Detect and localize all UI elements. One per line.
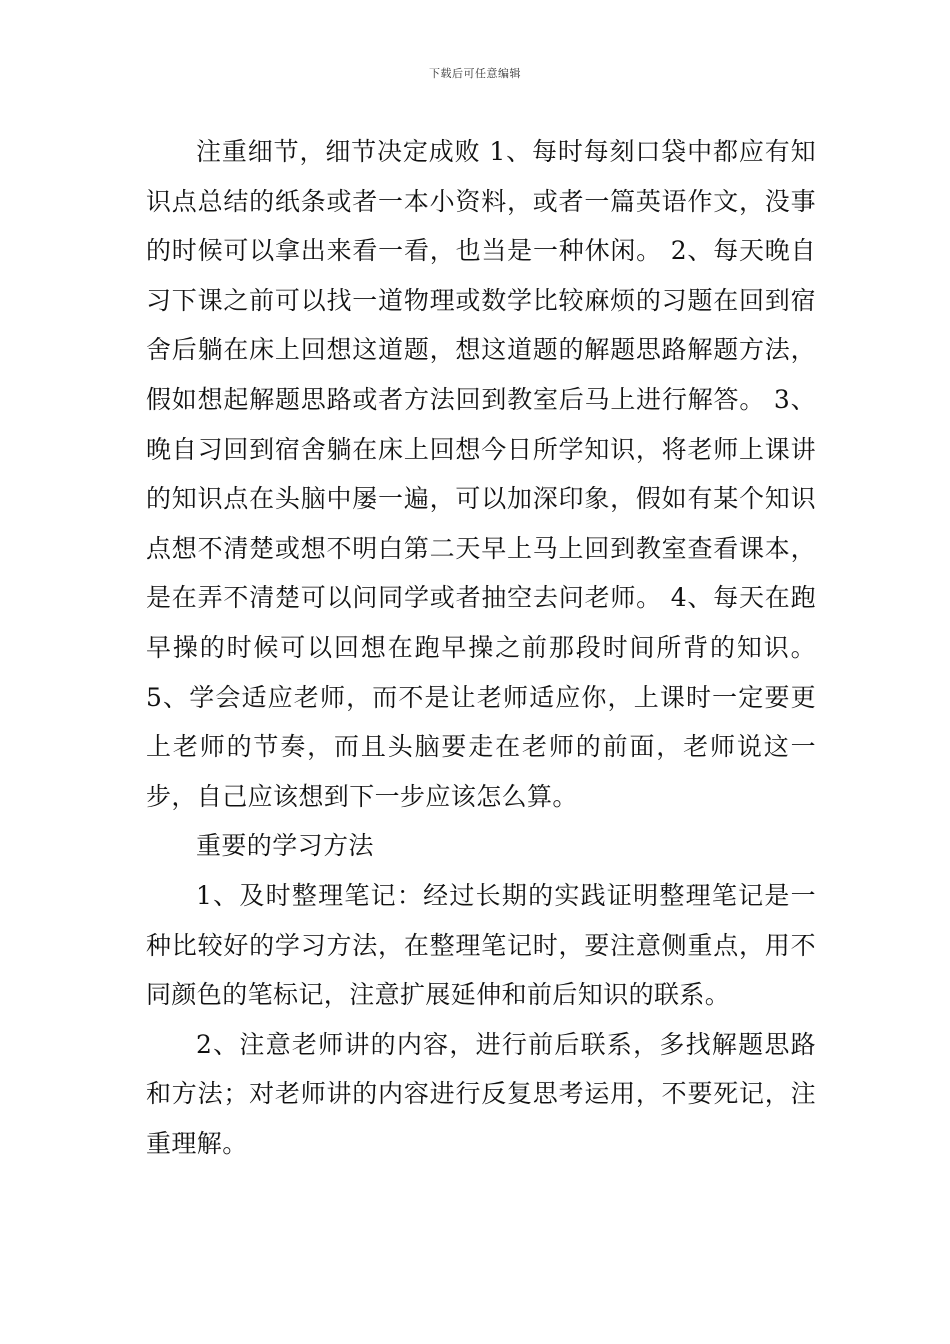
paragraph-organize-notes: 1、及时整理笔记：经过长期的实践证明整理笔记是一种比较好的学习方法，在整理笔记时，要注意侧重点，用不同颜色的笔标记，注意扩展延伸和前后知识的联系。 [146,880,816,1010]
section-heading-study-methods: 重要的学习方法 [196,831,374,861]
page-header: 下载后可任意编辑 [429,67,521,80]
document-body [146,127,816,1168]
paragraph-teacher-content: 2、注意老师讲的内容，进行前后联系，多找解题思路和方法；对老师讲的内容进行反复思考运用，不要死记，注重理解。 [146,1029,816,1158]
paragraph-study-details: 注重细节，细节决定成败 1、每时每刻口袋中都应有知识点总结的纸条或者一本小资料，或者一篇英语作文，没事的时候可以拿出来看一看，也当是一种休闲。 2、每天晚自习下课之前可以找一道物理或数学比较麻烦的习题在回到宿舍后躺在床上回想这道题，想这道题的解题思路解题方法，假如想起解题思路或者方法回到教室后马上进行解答。 3、晚自习回到宿舍躺在床上回想今日所学知识，将老师上课讲的知识点在头脑中屡一遍，可以加深印象，假如有某个知识点想不清楚或想不明白第二天早上马上回到教室查看课本，是在弄不清楚可以问同学或者抽空去问老师。 4、每天在跑早操的时候可以回想在跑早操之前那段时间所背的知识。 5、学会适应老师，而不是让老师适应你，上课时一定要更上老师的节奏，而且头脑要走在老师的前面，老师说这一步，自己应该想到下一步应该怎么算。 [146,137,816,811]
